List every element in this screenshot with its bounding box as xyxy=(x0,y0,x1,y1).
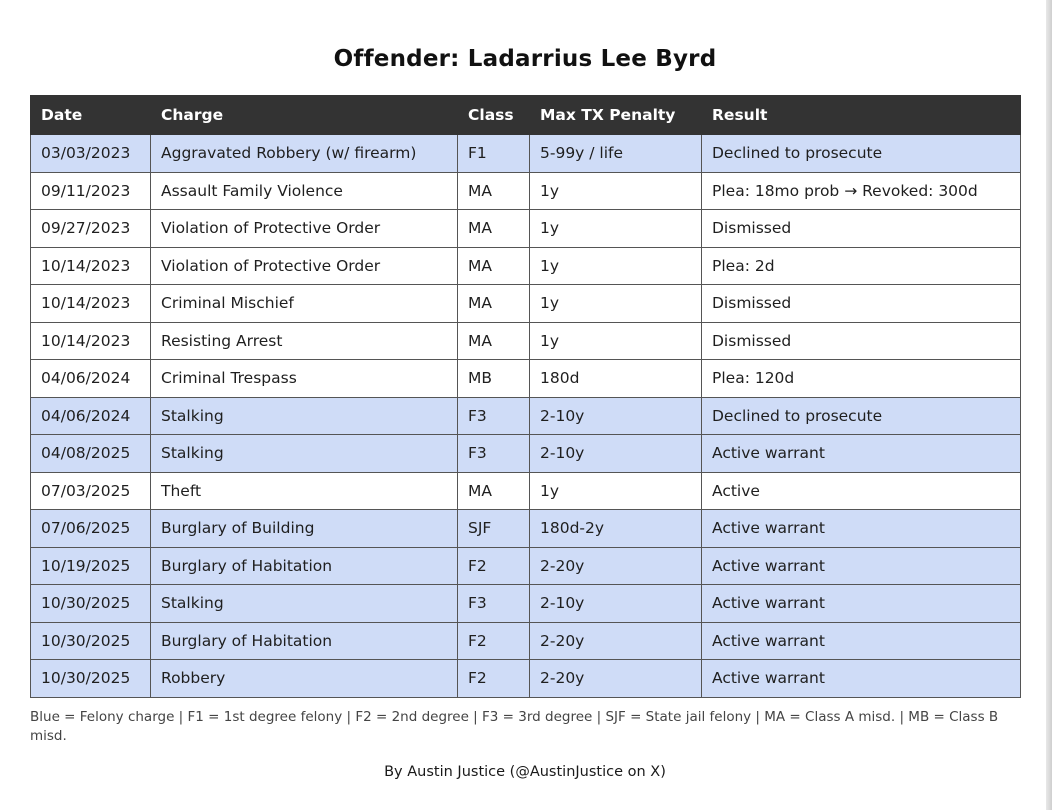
cell-date: 04/06/2024 xyxy=(31,397,151,435)
table-row xyxy=(31,210,1021,248)
header-row xyxy=(31,96,1021,135)
cell-date: 04/08/2025 xyxy=(31,435,151,473)
cell-result: Active xyxy=(702,472,1021,510)
cell-charge: Criminal Trespass xyxy=(151,360,458,398)
cell-class: MA xyxy=(458,247,530,285)
cell-max-penalty: 1y xyxy=(530,210,702,248)
table-row xyxy=(31,435,1021,473)
cell-date: 03/03/2023 xyxy=(31,135,151,173)
cell-charge: Burglary of Habitation xyxy=(151,547,458,585)
table-row xyxy=(31,285,1021,323)
cell-max-penalty: 2-10y xyxy=(530,585,702,623)
cell-class: F2 xyxy=(458,660,530,698)
cell-class: F3 xyxy=(458,435,530,473)
cell-date: 10/30/2025 xyxy=(31,585,151,623)
header-max-penalty: Max TX Penalty xyxy=(530,96,702,135)
cell-result: Declined to prosecute xyxy=(702,397,1021,435)
cell-result: Declined to prosecute xyxy=(702,135,1021,173)
author-credit: By Austin Justice (@AustinJustice on X) xyxy=(384,764,666,780)
cell-date: 10/14/2023 xyxy=(31,285,151,323)
cell-date: 10/30/2025 xyxy=(31,660,151,698)
cell-date: 07/06/2025 xyxy=(31,510,151,548)
table-row xyxy=(31,247,1021,285)
cell-class: MA xyxy=(458,172,530,210)
cell-result: Dismissed xyxy=(702,285,1021,323)
table-row xyxy=(31,322,1021,360)
cell-charge: Stalking xyxy=(151,397,458,435)
page-edge-shadow xyxy=(1046,0,1052,810)
charges-table xyxy=(30,95,1021,698)
cell-result: Dismissed xyxy=(702,210,1021,248)
header-result: Result xyxy=(702,96,1021,135)
table-row xyxy=(31,585,1021,623)
page-title: Offender: Ladarrius Lee Byrd xyxy=(333,46,717,72)
cell-date: 04/06/2024 xyxy=(31,360,151,398)
cell-class: MA xyxy=(458,210,530,248)
cell-charge: Stalking xyxy=(151,585,458,623)
cell-charge: Criminal Mischief xyxy=(151,285,458,323)
cell-date: 10/14/2023 xyxy=(31,247,151,285)
cell-max-penalty: 5-99y / life xyxy=(530,135,702,173)
cell-max-penalty: 2-20y xyxy=(530,622,702,660)
cell-result: Plea: 120d xyxy=(702,360,1021,398)
cell-max-penalty: 1y xyxy=(530,285,702,323)
cell-max-penalty: 180d xyxy=(530,360,702,398)
cell-date: 07/03/2025 xyxy=(31,472,151,510)
cell-class: MA xyxy=(458,472,530,510)
cell-charge: Violation of Protective Order xyxy=(151,247,458,285)
cell-class: F3 xyxy=(458,585,530,623)
cell-result: Active warrant xyxy=(702,585,1021,623)
cell-max-penalty: 180d-2y xyxy=(530,510,702,548)
cell-max-penalty: 2-10y xyxy=(530,397,702,435)
cell-charge: Burglary of Habitation xyxy=(151,622,458,660)
cell-result: Plea: 18mo prob → Revoked: 300d xyxy=(702,172,1021,210)
table-row xyxy=(31,472,1021,510)
cell-result: Dismissed xyxy=(702,322,1021,360)
table-body xyxy=(31,135,1021,698)
cell-max-penalty: 2-10y xyxy=(530,435,702,473)
header-charge: Charge xyxy=(151,96,458,135)
cell-max-penalty: 1y xyxy=(530,472,702,510)
cell-charge: Robbery xyxy=(151,660,458,698)
cell-class: F2 xyxy=(458,622,530,660)
table-row xyxy=(31,360,1021,398)
cell-charge: Resisting Arrest xyxy=(151,322,458,360)
cell-class: SJF xyxy=(458,510,530,548)
cell-charge: Theft xyxy=(151,472,458,510)
header-date: Date xyxy=(31,96,151,135)
cell-class: F3 xyxy=(458,397,530,435)
cell-date: 10/14/2023 xyxy=(31,322,151,360)
cell-date: 10/19/2025 xyxy=(31,547,151,585)
cell-max-penalty: 2-20y xyxy=(530,547,702,585)
cell-max-penalty: 1y xyxy=(530,322,702,360)
cell-max-penalty: 1y xyxy=(530,172,702,210)
table-row xyxy=(31,172,1021,210)
cell-charge: Burglary of Building xyxy=(151,510,458,548)
table-row xyxy=(31,547,1021,585)
cell-date: 09/11/2023 xyxy=(31,172,151,210)
cell-date: 10/30/2025 xyxy=(31,622,151,660)
cell-class: MB xyxy=(458,360,530,398)
cell-charge: Stalking xyxy=(151,435,458,473)
cell-class: F1 xyxy=(458,135,530,173)
cell-class: MA xyxy=(458,322,530,360)
cell-result: Active warrant xyxy=(702,510,1021,548)
cell-result: Active warrant xyxy=(702,660,1021,698)
cell-max-penalty: 2-20y xyxy=(530,660,702,698)
table-row xyxy=(31,622,1021,660)
cell-charge: Violation of Protective Order xyxy=(151,210,458,248)
cell-class: MA xyxy=(458,285,530,323)
cell-class: F2 xyxy=(458,547,530,585)
legend-note: Blue = Felony charge | F1 = 1st degree felony | F2 = 2nd degree | F3 = 3rd degree | SJF = State jail felony | MA = Class A misd. | MB = Class B misd. xyxy=(30,709,999,744)
cell-result: Active warrant xyxy=(702,547,1021,585)
cell-result: Plea: 2d xyxy=(702,247,1021,285)
cell-date: 09/27/2023 xyxy=(31,210,151,248)
cell-result: Active warrant xyxy=(702,435,1021,473)
cell-charge: Assault Family Violence xyxy=(151,172,458,210)
table-header xyxy=(31,96,1021,135)
table-row xyxy=(31,135,1021,173)
table-row xyxy=(31,397,1021,435)
cell-max-penalty: 1y xyxy=(530,247,702,285)
cell-result: Active warrant xyxy=(702,622,1021,660)
table-row xyxy=(31,510,1021,548)
table-row xyxy=(31,660,1021,698)
cell-charge: Aggravated Robbery (w/ firearm) xyxy=(151,135,458,173)
header-class: Class xyxy=(458,96,530,135)
